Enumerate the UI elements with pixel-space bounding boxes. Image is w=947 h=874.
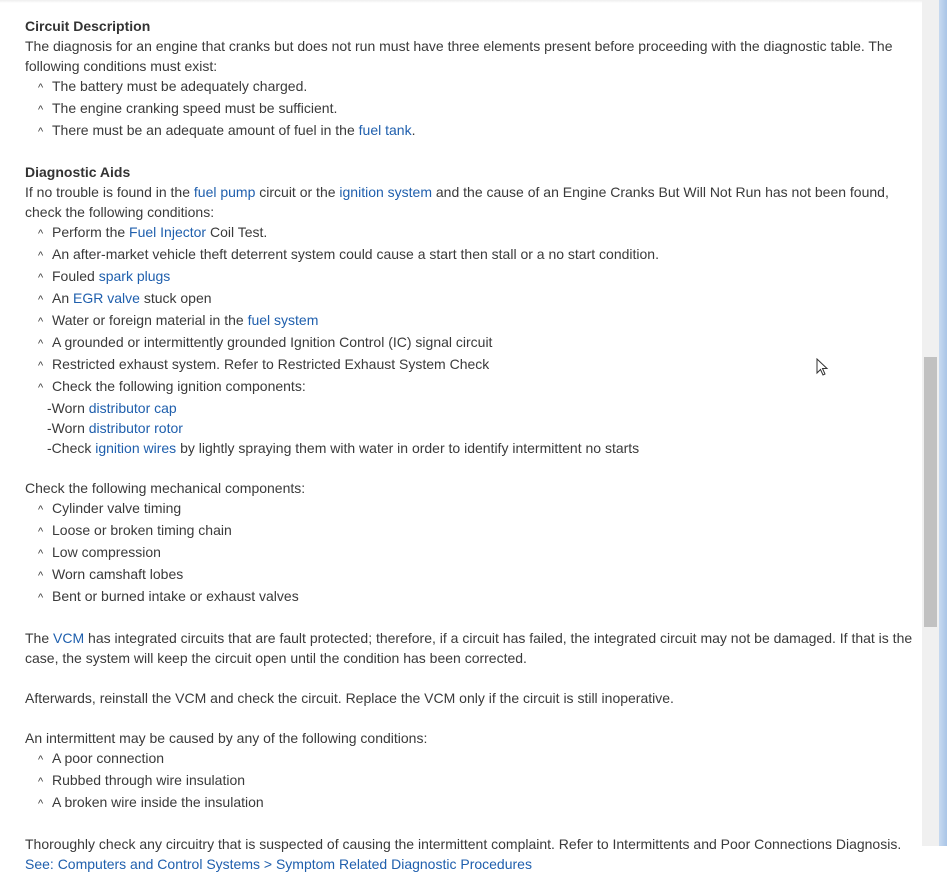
- spark-plugs-link[interactable]: spark plugs: [98, 268, 171, 284]
- fuel-injector-link[interactable]: Fuel Injector: [129, 224, 207, 240]
- distributor-rotor-link[interactable]: distributor rotor: [88, 420, 183, 436]
- list-item: ^ An after-market vehicle theft deterrent system could cause a start then stall or a no start condition.: [38, 246, 659, 262]
- window-edge: [939, 0, 947, 846]
- vcm-paragraph: The VCM has integrated circuits that are fault protected; therefore, if a circuit has failed, the integrated circuit may not be damaged. If that is the case, the system will keep the circuit open until the condition has been corrected.: [25, 630, 913, 666]
- mouse-cursor-icon: [816, 358, 830, 378]
- distributor-cap-link[interactable]: distributor cap: [88, 400, 177, 416]
- diagnostic-aids-heading: Diagnostic Aids: [25, 164, 131, 180]
- diagnostic-aids-intro: If no trouble is found in the fuel pump circuit or the ignition system and the cause of an Engine Cranks But Will Not Run has not been found, check the following conditions:: [25, 184, 889, 220]
- list-item: -Worn distributor rotor: [47, 420, 183, 436]
- document-content: [25, 16, 915, 874]
- afterwards-paragraph: Afterwards, reinstall the VCM and check the circuit. Replace the VCM only if the circuit is still inoperative.: [25, 690, 674, 706]
- fuel-tank-link[interactable]: fuel tank: [358, 122, 412, 138]
- list-item: -Check ignition wires by lightly spraying them with water in order to identify intermittent no starts: [47, 440, 640, 456]
- final-paragraph: Thoroughly check any circuitry that is suspected of causing the intermittent complaint. Refer to Intermittents and Poor Connections Diagnosis. See: Computers and Control Systems > Symptom Related Diagnostic Procedures: [25, 836, 902, 872]
- list-item: ^ A poor connection: [38, 750, 165, 766]
- fuel-pump-link[interactable]: fuel pump: [193, 184, 256, 200]
- list-item: ^ A broken wire inside the insulation: [38, 794, 264, 810]
- list-item: ^ Fouled spark plugs: [38, 268, 171, 284]
- circuit-description-intro: The diagnosis for an engine that cranks but does not run must have three elements present before proceeding with the diagnostic table. The following conditions must exist:: [25, 38, 893, 74]
- list-item: ^ An EGR valve stuck open: [38, 290, 212, 306]
- list-item: ^ Worn camshaft lobes: [38, 566, 184, 582]
- list-item: ^ Check the following ignition components:: [38, 378, 306, 394]
- list-item: ^ The battery must be adequately charged.: [38, 78, 308, 94]
- list-item: ^ Cylinder valve timing: [38, 500, 182, 516]
- vcm-link[interactable]: VCM: [53, 630, 85, 646]
- list-item: ^ Bent or burned intake or exhaust valves: [38, 588, 299, 604]
- list-item: ^ Water or foreign material in the fuel system: [38, 312, 319, 328]
- list-item: -Worn distributor cap: [47, 400, 177, 416]
- circuit-description-heading: Circuit Description: [25, 18, 151, 34]
- list-item: ^ The engine cranking speed must be sufficient.: [38, 100, 338, 116]
- list-item: ^ Rubbed through wire insulation: [38, 772, 246, 788]
- list-item: ^ Perform the Fuel Injector Coil Test.: [38, 224, 268, 240]
- list-item: ^ Restricted exhaust system. Refer to Restricted Exhaust System Check: [38, 356, 490, 372]
- list-item: ^ A grounded or intermittently grounded Ignition Control (IC) signal circuit: [38, 334, 493, 350]
- mechanical-intro: Check the following mechanical components:: [25, 480, 306, 496]
- scrollbar-thumb[interactable]: [924, 357, 937, 627]
- fuel-system-link[interactable]: fuel system: [247, 312, 319, 328]
- see-computers-link[interactable]: See: Computers and Control Systems > Symptom Related Diagnostic Procedures: [25, 856, 532, 872]
- ignition-system-link[interactable]: ignition system: [339, 184, 432, 200]
- list-item: ^ Loose or broken timing chain: [38, 522, 232, 538]
- top-shadow: [0, 0, 922, 3]
- intermittent-intro: An intermittent may be caused by any of the following conditions:: [25, 730, 428, 746]
- list-item: ^ There must be an adequate amount of fuel in the fuel tank.: [38, 122, 416, 138]
- list-item: ^ Low compression: [38, 544, 161, 560]
- ignition-wires-link[interactable]: ignition wires: [95, 440, 177, 456]
- egr-valve-link[interactable]: EGR valve: [73, 290, 140, 306]
